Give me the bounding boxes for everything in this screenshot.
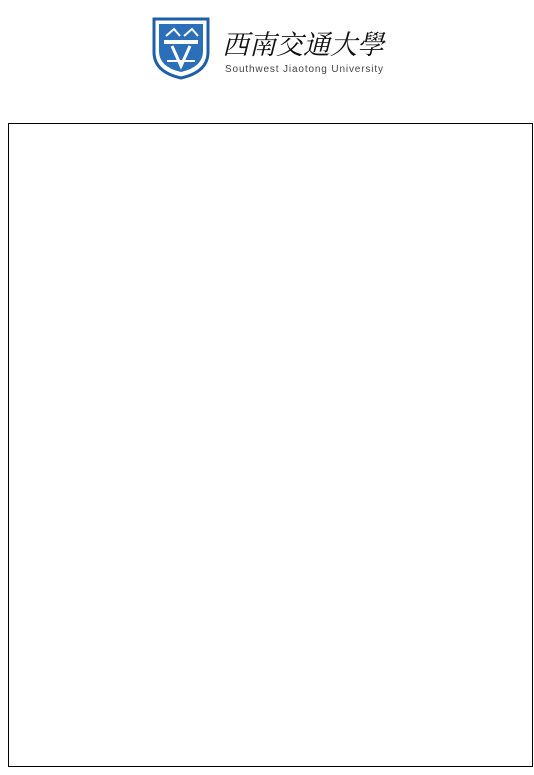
logo-english-text: Southwest Jiaotong University (225, 64, 383, 75)
logo-chinese-text: 西南交通大學 (222, 30, 384, 61)
